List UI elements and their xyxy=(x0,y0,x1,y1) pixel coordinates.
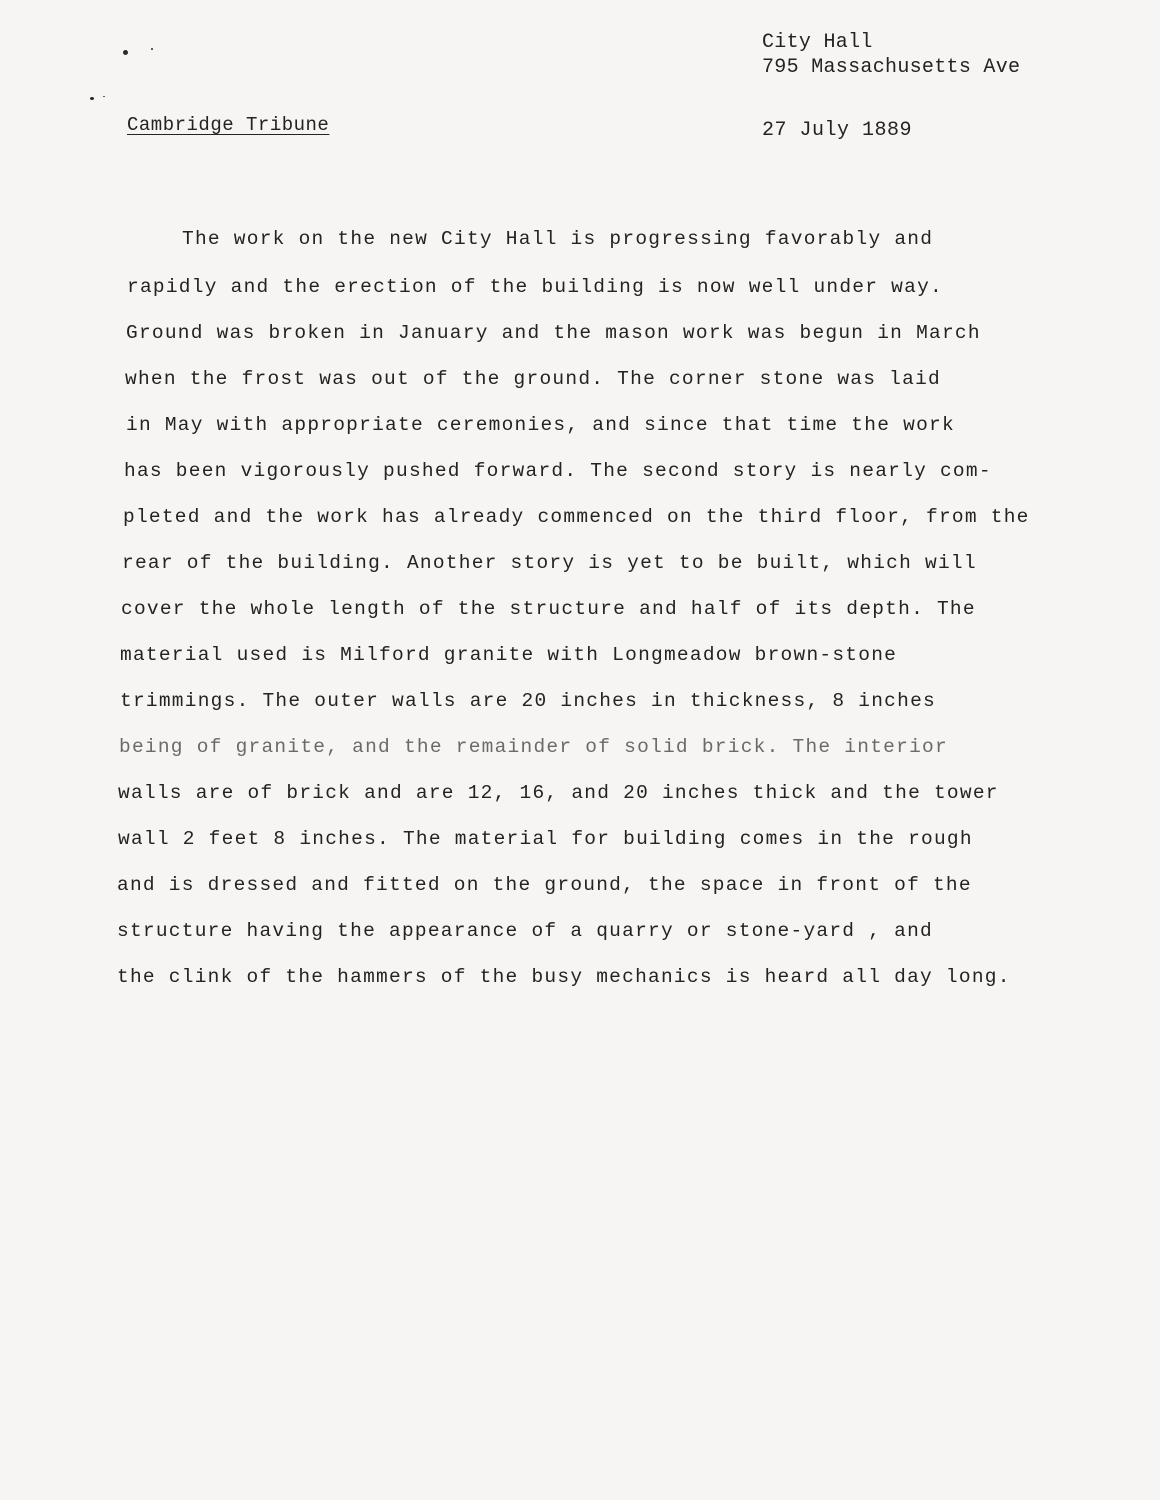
body-line-10: material used is Milford granite with Longmeadow brown-stone xyxy=(120,644,898,666)
document-date: 27 July 1889 xyxy=(762,119,913,142)
address-line-2: 795 Massachusetts Ave xyxy=(762,56,1021,79)
body-line-3: Ground was broken in January and the mason work was begun in March xyxy=(126,322,981,344)
body-line-11: trimmings. The outer walls are 20 inches in thickness, 8 inches xyxy=(120,690,936,712)
body-line-6: has been vigorously pushed forward. The second story is nearly com- xyxy=(124,460,992,482)
body-line-9: cover the whole length of the structure and half of its depth. The xyxy=(121,598,976,620)
body-line-5: in May with appropriate ceremonies, and since that time the work xyxy=(126,414,955,436)
body-line-4: when the frost was out of the ground. The corner stone was laid xyxy=(125,368,941,390)
body-line-17: the clink of the hammers of the busy mechanics is heard all day long. xyxy=(117,966,1011,988)
body-line-15: and is dressed and fitted on the ground, the space in front of the xyxy=(117,874,972,896)
body-line-1: The work on the new City Hall is progressing favorably and xyxy=(182,228,934,250)
body-line-16: structure having the appearance of a quarry or stone-yard , and xyxy=(117,920,933,942)
body-line-13: walls are of brick and are 12, 16, and 20 inches thick and the tower xyxy=(118,782,999,804)
address-line-1: City Hall xyxy=(762,31,873,54)
body-line-8: rear of the building. Another story is yet to be built, which will xyxy=(122,552,977,574)
publication-name: Cambridge Tribune xyxy=(127,114,330,136)
body-line-14: wall 2 feet 8 inches. The material for building comes in the rough xyxy=(118,828,973,850)
body-line-12: being of granite, and the remainder of solid brick. The interior xyxy=(119,736,948,758)
body-line-7: pleted and the work has already commenced on the third floor, from the xyxy=(123,506,1030,528)
body-line-2: rapidly and the erection of the building is now well under way. xyxy=(127,276,943,298)
